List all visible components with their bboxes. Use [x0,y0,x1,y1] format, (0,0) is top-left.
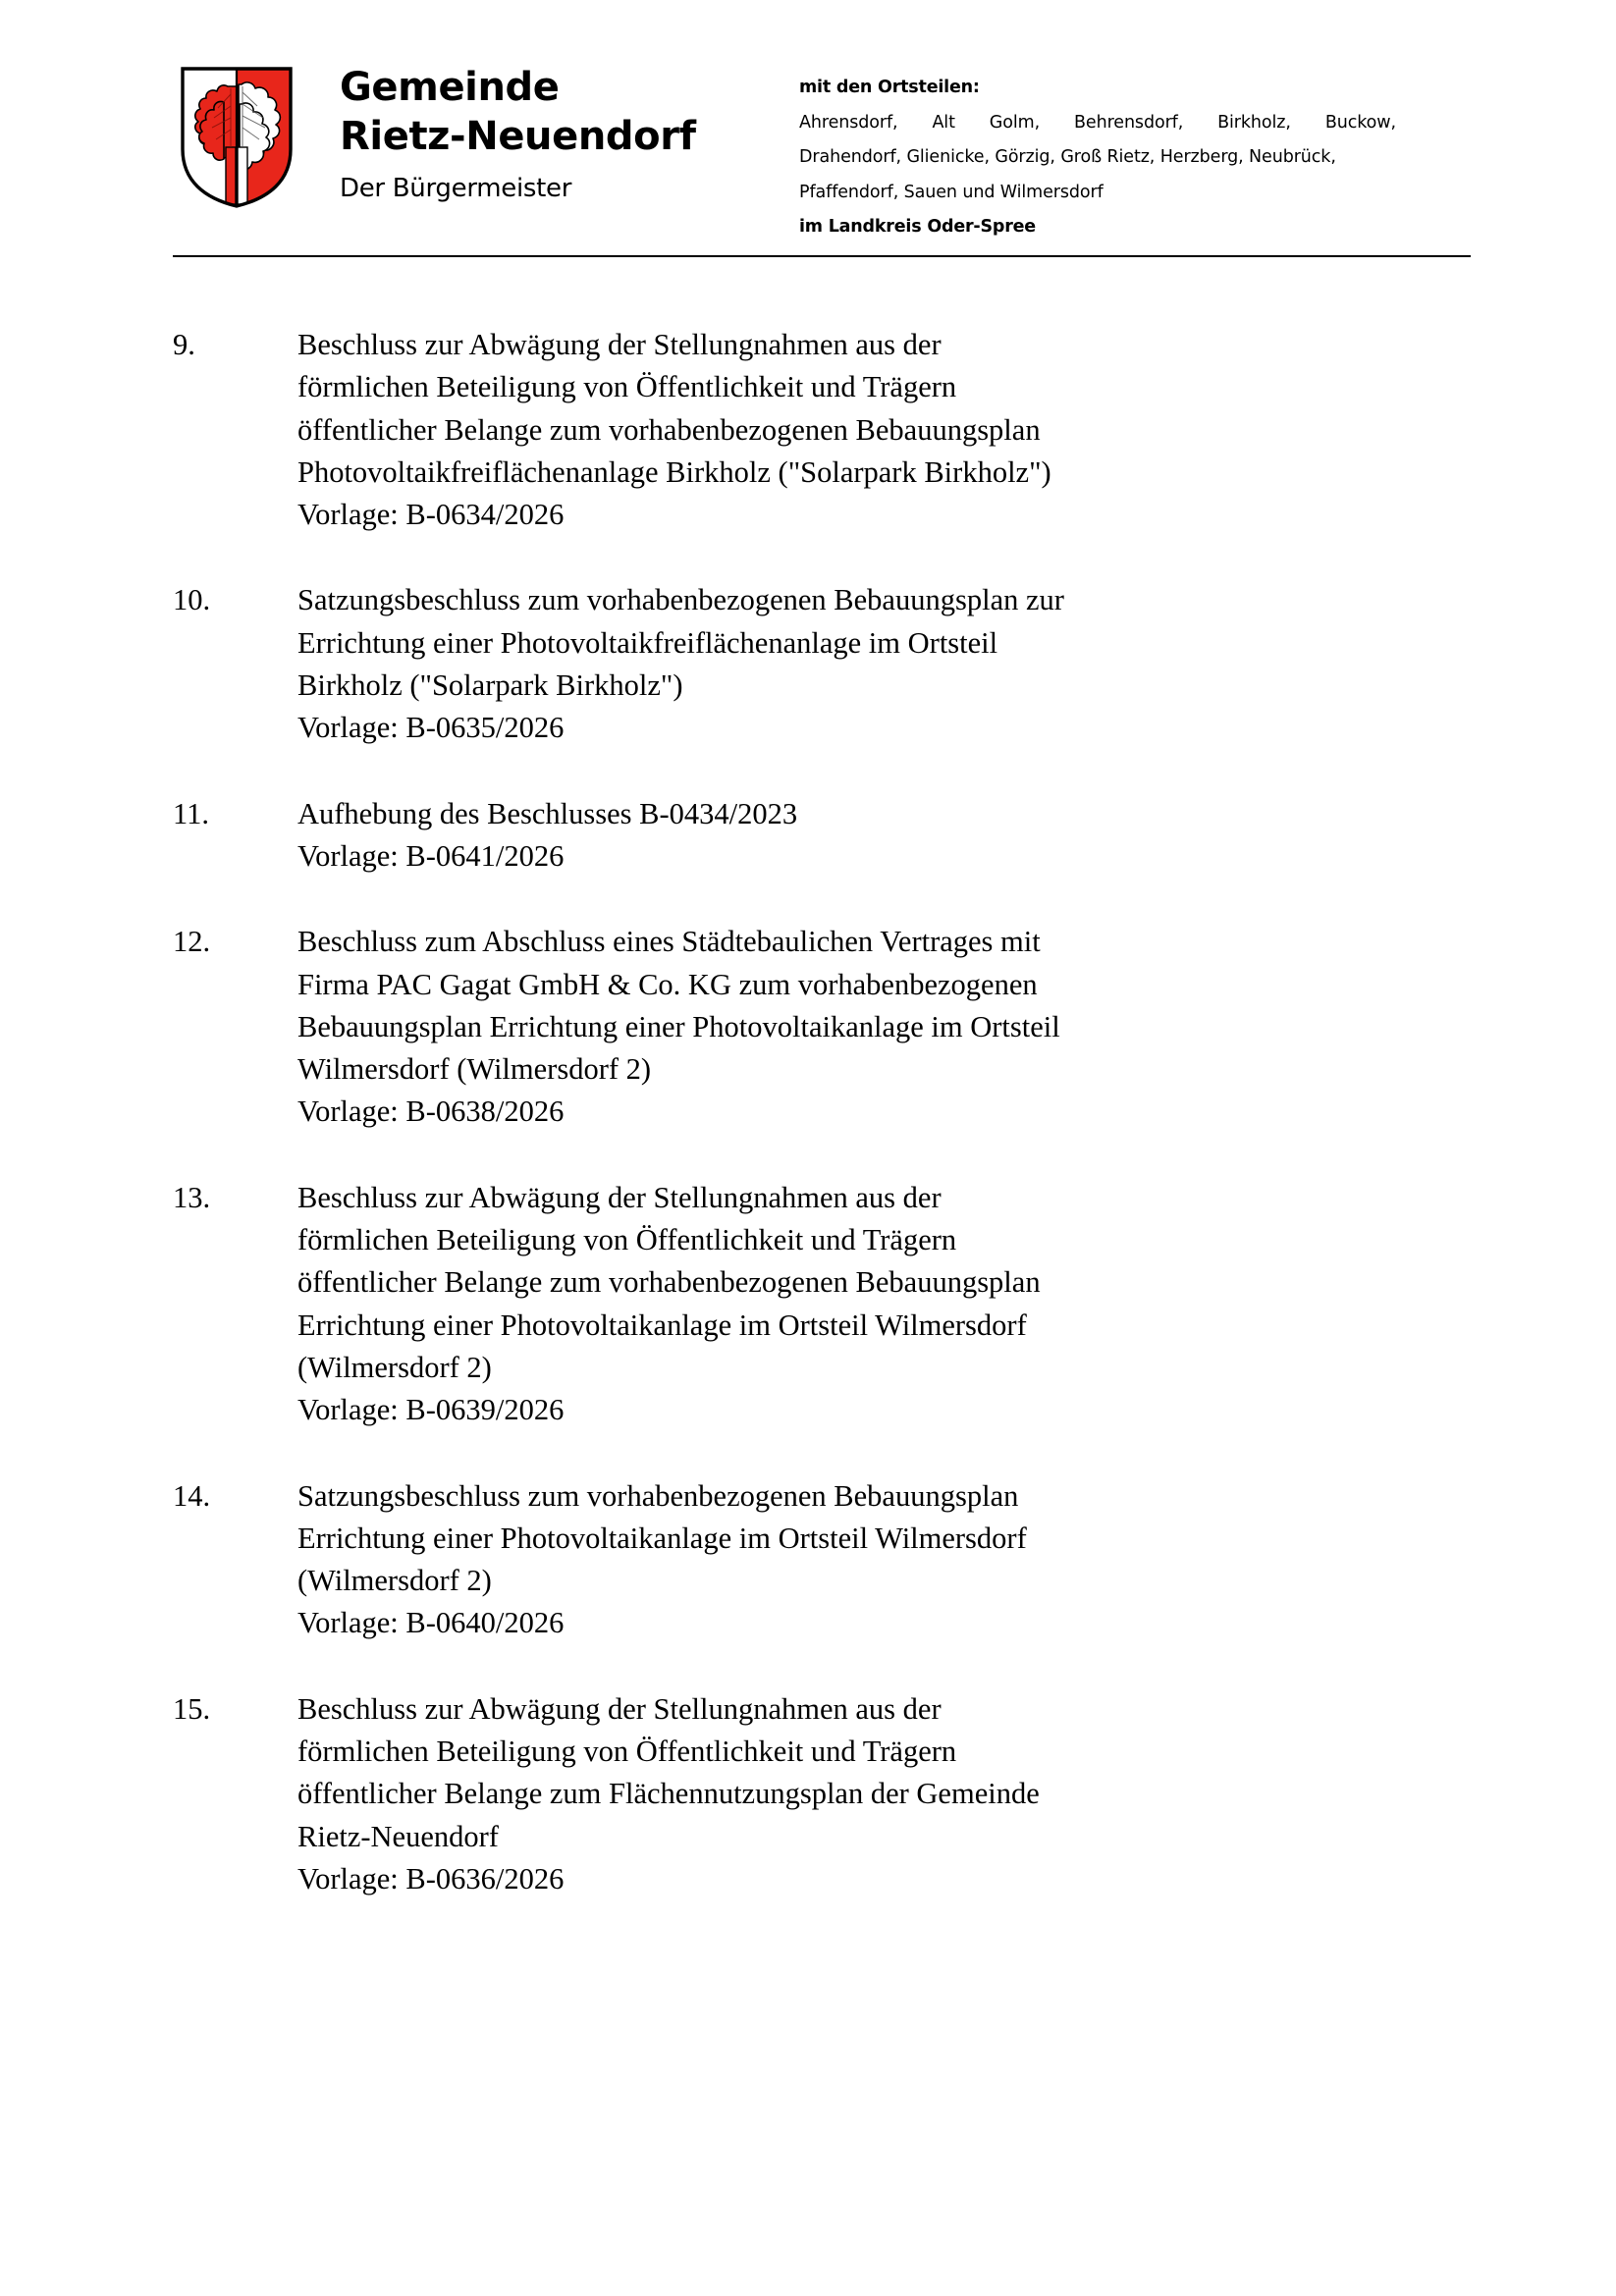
mayor-subtitle: Der Bürgermeister [340,173,572,203]
agenda-item-reference: Vorlage: B-0638/2026 [297,1095,565,1129]
agenda-item-text-line: Bebauungsplan Errichtung einer Photovoltaikanlage im Ortsteil [297,1009,1060,1043]
letterhead [173,59,1471,287]
agenda-item-number: 15. [173,1691,211,1726]
agenda-item-reference: Vorlage: B-0639/2026 [297,1393,565,1427]
agenda-item-text-line: förmlichen Beteiligung von Öffentlichkeit und Trägern [297,1223,957,1257]
agenda-item-number: 13. [173,1180,211,1214]
agenda-item-text-line: Beschluss zur Abwägung der Stellungnahmen aus der [297,328,942,361]
agenda-item-reference: Vorlage: B-0634/2026 [297,498,565,532]
agenda-item-number: 11. [173,796,209,830]
districts-block [772,59,1471,245]
municipality-title-block [300,59,772,203]
agenda-item-number: 9. [173,328,195,361]
agenda-item-text-line: Aufhebung des Beschlusses B-0434/2023 [297,796,798,830]
header-divider-rule [173,255,1471,257]
agenda-item-text-line: (Wilmersdorf 2) [297,1350,492,1384]
agenda-list [173,324,1474,1944]
district-county-line: im Landkreis Oder-Spree [799,217,1036,238]
agenda-item-text-line: Beschluss zum Abschluss eines Städtebaulichen Vertrages mit [297,925,1041,959]
districts-line-2: Drahendorf, Glienicke, Görzig, Groß Rietz, Herzberg, Neubrück, [799,147,1336,168]
agenda-item-text-line: (Wilmersdorf 2) [297,1564,492,1598]
agenda-item [173,921,1474,1133]
agenda-item [173,1177,1474,1432]
districts-heading: mit den Ortsteilen: [799,78,980,97]
district-word: Behrensdorf, [1074,112,1184,133]
agenda-item-body [297,324,1474,536]
agenda-item-text-line: Firma PAC Gagat GmbH & Co. KG zum vorhabenbezogenen [297,967,1038,1001]
agenda-item-text-line: Wilmersdorf (Wilmersdorf 2) [297,1052,652,1087]
agenda-item-text-line: Photovoltaikfreiflächenanlage Birkholz ("Solarpark Birkholz") [297,454,1051,489]
district-word: Birkholz, [1217,112,1291,133]
agenda-item-text-line: Errichtung einer Photovoltaikanlage im Ortsteil Wilmersdorf [297,1521,1027,1555]
coat-of-arms-shield-icon [179,65,295,210]
agenda-item-body [297,921,1474,1133]
agenda-item-number: 10. [173,583,211,617]
agenda-item-text-line: Satzungsbeschluss zum vorhabenbezogenen Bebauungsplan zur [297,583,1064,617]
agenda-item-body [297,1475,1474,1645]
district-word: Ahrensdorf, [799,112,898,133]
agenda-item-text-line: öffentlicher Belange zum vorhabenbezogenen Bebauungsplan [297,412,1041,447]
agenda-item-text-line: Errichtung einer Photovoltaikfreiflächenanlage im Ortsteil [297,625,998,660]
agenda-item-text-line: Satzungsbeschluss zum vorhabenbezogenen Bebauungsplan [297,1478,1019,1513]
agenda-item-body [297,1688,1474,1900]
agenda-item-number: 14. [173,1478,211,1513]
agenda-item-text-line: öffentlicher Belange zum Flächennutzungsplan der Gemeinde [297,1777,1040,1811]
districts-line-1 [799,106,1396,141]
agenda-item-text-line: Errichtung einer Photovoltaikanlage im Ortsteil Wilmersdorf [297,1308,1027,1342]
agenda-item [173,1475,1474,1645]
agenda-item [173,793,1474,879]
agenda-item [173,579,1474,749]
agenda-item [173,1688,1474,1900]
agenda-item-text-line: Beschluss zur Abwägung der Stellungnahmen aus der [297,1180,942,1214]
agenda-item-reference: Vorlage: B-0641/2026 [297,838,565,873]
agenda-item [173,324,1474,536]
district-word: Alt [932,112,955,133]
municipality-name-line2: Rietz-Neuendorf [340,114,696,160]
agenda-item-text-line: förmlichen Beteiligung von Öffentlichkeit und Trägern [297,1735,957,1769]
agenda-item-text-line: Beschluss zur Abwägung der Stellungnahmen aus der [297,1691,942,1726]
district-word: Golm, [989,112,1041,133]
agenda-item-body [297,793,1474,879]
agenda-item-text-line: förmlichen Beteiligung von Öffentlichkeit und Trägern [297,370,957,404]
agenda-item-body [297,579,1474,749]
agenda-item-body [297,1177,1474,1432]
district-word: Buckow, [1324,112,1396,133]
coat-of-arms [173,59,300,210]
agenda-item-reference: Vorlage: B-0636/2026 [297,1861,565,1896]
agenda-item-text-line: Birkholz ("Solarpark Birkholz") [297,668,683,703]
districts-line-3: Pfaffendorf, Sauen und Wilmersdorf [799,182,1104,202]
municipality-name-line1: Gemeinde [340,65,560,110]
agenda-item-text-line: öffentlicher Belange zum vorhabenbezogenen Bebauungsplan [297,1265,1041,1300]
agenda-item-reference: Vorlage: B-0635/2026 [297,711,565,745]
agenda-item-number: 12. [173,925,211,959]
agenda-item-text-line: Rietz-Neuendorf [297,1819,499,1853]
agenda-item-reference: Vorlage: B-0640/2026 [297,1606,565,1640]
